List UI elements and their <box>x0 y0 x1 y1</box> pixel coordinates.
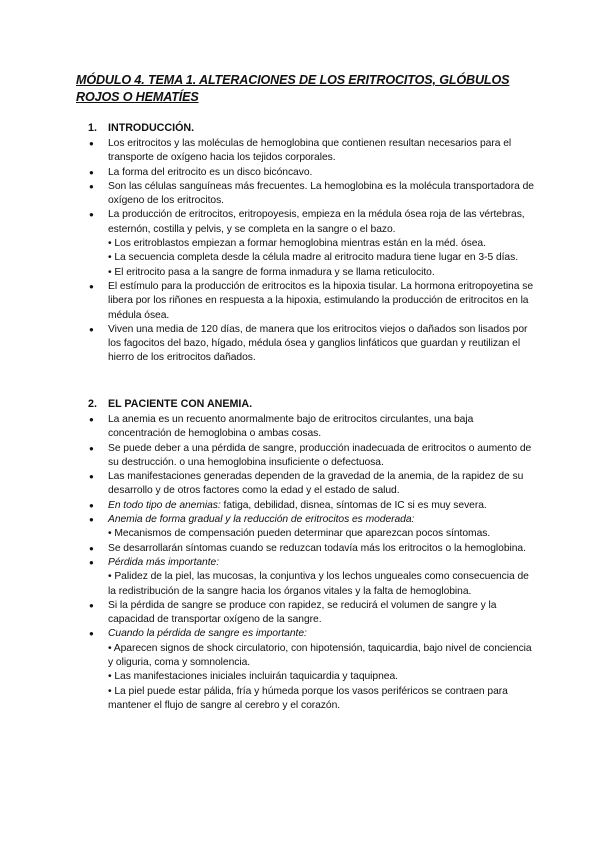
sub-item: • El eritrocito pasa a la sangre de forma inmadura y se llama reticulocito. <box>108 266 435 278</box>
list-item <box>88 513 538 542</box>
list-item <box>88 470 538 499</box>
sub-item: • La piel puede estar pálida, fría y húmeda porque los vasos periféricos se contraen para mantener el flujo de sangre al cerebro y el corazón. <box>108 685 508 711</box>
sub-item: • Aparecen signos de shock circulatorio, con hipotensión, taquicardia, bajo nivel de conciencia y oliguria, coma y somnolencia. <box>108 642 532 669</box>
list-item <box>88 599 538 628</box>
bullet-list <box>88 413 538 713</box>
bullet-icon: ● <box>89 600 94 610</box>
sub-item: • La secuencia completa desde la célula madre al eritrocito madura tiene lugar en 3-5 días. <box>108 252 519 264</box>
item-text: La anemia es un recuento anormalmente bajo de eritrocitos circulantes, una baja concentración de hemoglobina o ambas cosas. <box>108 414 474 440</box>
item-text: Son las células sanguíneas más frecuentes. La hemoglobina es la molécula transportadora de oxígeno de los eritrocitos. <box>108 180 534 207</box>
list-item <box>88 208 538 279</box>
bullet-icon: ● <box>89 167 94 177</box>
sub-item: • Las manifestaciones iniciales incluirán taquicardia y taquipnea. <box>108 671 398 683</box>
bullet-icon: ● <box>89 415 94 424</box>
bullet-icon: ● <box>89 543 94 553</box>
section-heading <box>88 397 538 411</box>
bullet-icon: ● <box>89 515 94 525</box>
item-text: fatiga, debilidad, disnea, síntomas de IC si es muy severa. <box>220 499 487 511</box>
section-number: 1. <box>88 122 97 134</box>
bullet-icon: ● <box>89 629 94 639</box>
bullet-icon: ● <box>89 557 94 567</box>
bullet-icon: ● <box>89 500 94 510</box>
bullet-icon: ● <box>89 139 94 148</box>
list-item <box>88 280 538 323</box>
list-item <box>88 442 538 471</box>
sub-item: • Los eritroblastos empiezan a formar hemoglobina mientras están en la méd. ósea. <box>108 238 486 250</box>
item-text: La producción de eritrocitos, eritropoyesis, empieza en la médula ósea roja de las vértebras, esternón, costilla y pelvis, y se completa en la sangre o el bazo. <box>108 209 525 235</box>
sub-item: • Palidez de la piel, las mucosas, la conjuntiva y los lechos ungueales como consecuencia de la redistribución de la sangre hacia los órganos vitales y la falta de hemoglobina. <box>108 571 529 597</box>
item-text: Viven una media de 120 días, de manera que los eritrocitos viejos o dañados son lisados por los fagocitos del bazo, hígado, médula ósea y ganglios linfáticos que guardan y reutilizan el hierro de los eritrocitos dañados. <box>108 323 528 364</box>
section-heading <box>88 121 538 135</box>
item-text: Las manifestaciones generadas dependen de la gravedad de la anemia, de la rapidez de su desarrollo y de otros factores como la edad y el estado de salud. <box>108 471 524 497</box>
bullet-icon: ● <box>89 181 94 191</box>
sub-item: • Mecanismos de compensación pueden determinar que aparezcan pocos síntomas. <box>108 528 491 540</box>
item-text: Si la pérdida de sangre se produce con rapidez, se reducirá el volumen de sangre y la capacidad de transportar oxígeno de la sangre. <box>108 599 497 626</box>
item-text: El estímulo para la producción de eritrocitos es la hipoxia tisular. La hormona eritropoyetina se libera por los riñones en respuesta a la hipoxia, estimulando la producción de eritrocitos en la médula ósea. <box>108 280 533 321</box>
bullet-list <box>88 137 538 366</box>
list-item <box>88 323 538 366</box>
section-heading-text: INTRODUCCIÓN. <box>108 122 195 134</box>
italic-lead: Pérdida más importante: <box>108 556 220 568</box>
item-text: Se desarrollarán síntomas cuando se reduzcan todavía más los eritrocitos o la hemoglobina. <box>108 542 526 554</box>
italic-lead: Cuando la pérdida de sangre es importante: <box>108 628 307 640</box>
item-text: Los eritrocitos y las moléculas de hemoglobina que contienen resultan necesarios para el transporte de oxígeno hacia los tejidos corporales. <box>108 138 512 164</box>
list-item <box>88 556 538 599</box>
document-title: MÓDULO 4. TEMA 1. ALTERACIONES DE LOS ERITROCITOS, GLÓBULOS ROJOS O HEMATÍES <box>76 73 510 104</box>
section-number: 2. <box>88 398 97 410</box>
bullet-icon: ● <box>89 472 94 482</box>
section-heading-text: EL PACIENTE CON ANEMIA. <box>108 398 253 410</box>
italic-lead: Anemia de forma gradual y la reducción de eritrocitos es moderada: <box>108 514 415 526</box>
list-item <box>88 542 538 556</box>
list-item <box>88 413 538 442</box>
italic-lead: En todo tipo de anemias: <box>108 499 221 511</box>
list-item <box>88 180 538 209</box>
bullet-icon: ● <box>89 210 94 220</box>
item-text: Se puede deber a una pérdida de sangre, producción inadecuada de eritrocitos o aumento de su destrucción. o una hemoglobina insuficiente o defectuosa. <box>108 442 532 468</box>
bullet-icon: ● <box>89 443 94 453</box>
list-item <box>88 627 538 713</box>
list-item <box>88 499 538 513</box>
list-item <box>88 137 538 166</box>
bullet-icon: ● <box>89 324 94 334</box>
list-item <box>88 166 538 180</box>
item-text: La forma del eritrocito es un disco bicóncavo. <box>108 166 313 178</box>
bullet-icon: ● <box>89 281 94 291</box>
section-paciente-anemia <box>88 397 538 713</box>
section-introduccion <box>88 121 538 366</box>
